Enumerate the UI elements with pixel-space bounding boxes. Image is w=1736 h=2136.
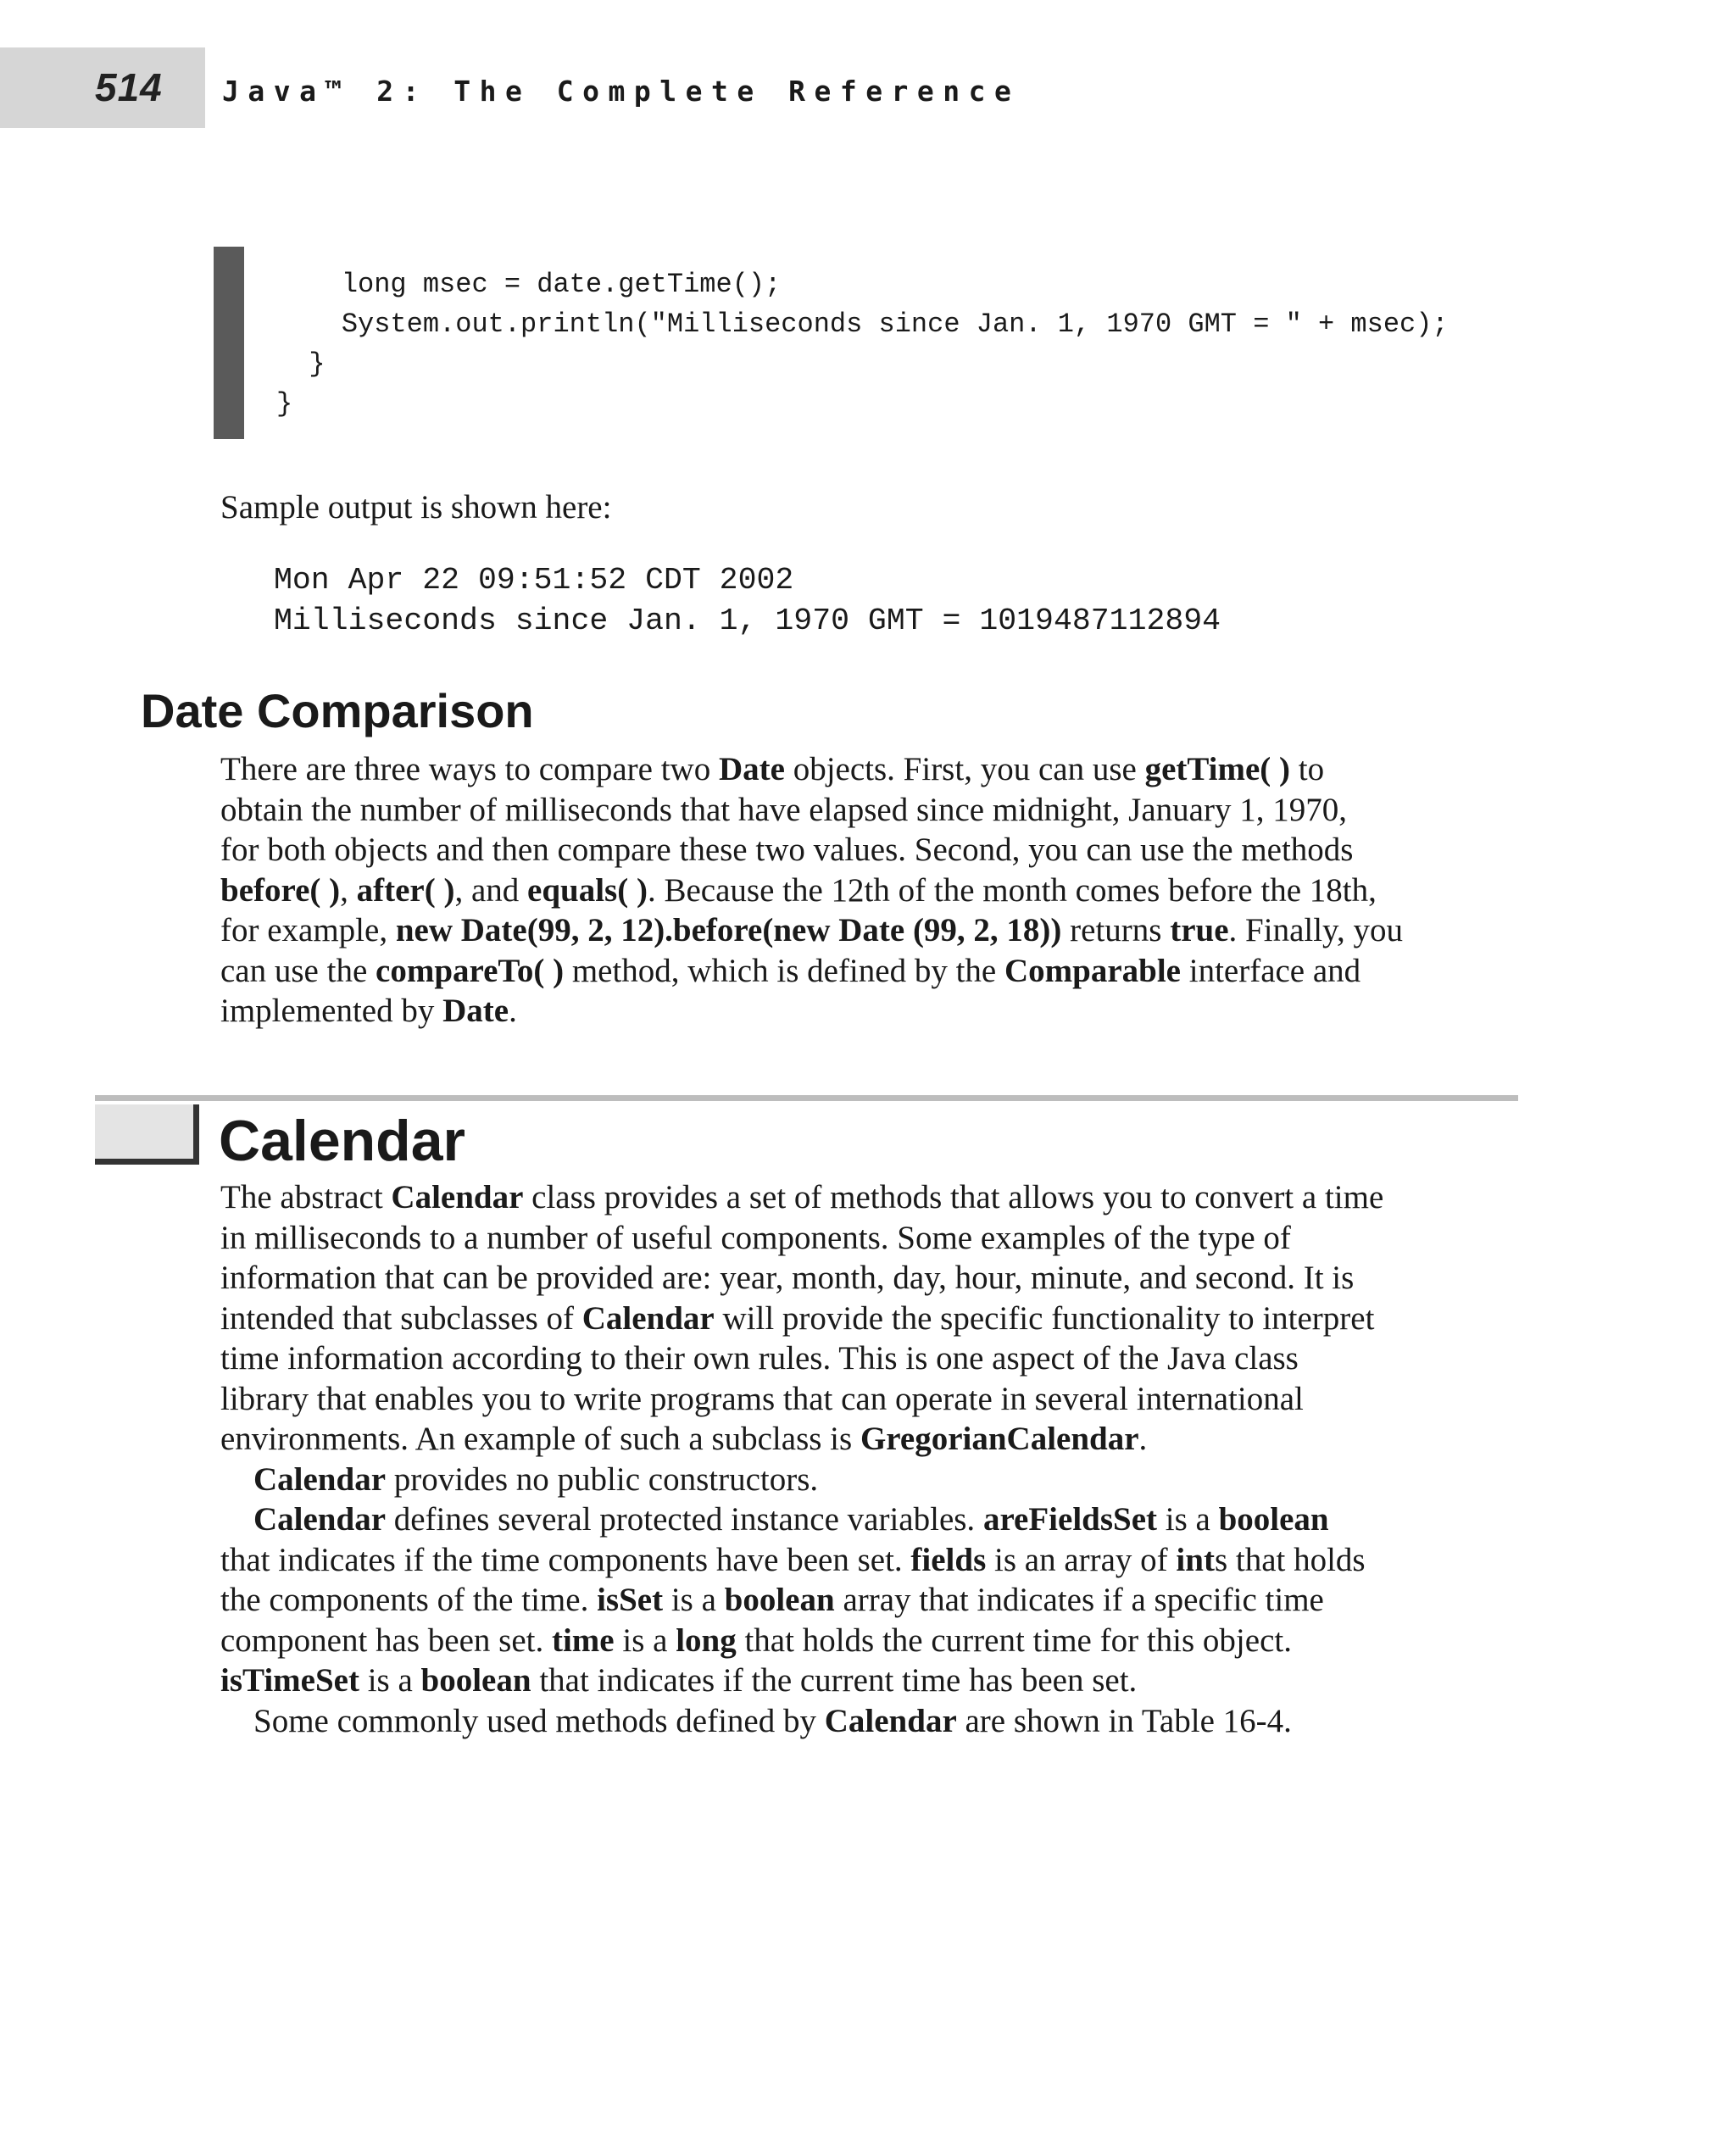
text-run: . Because the 12th of the month comes before the 18th, [647,871,1377,909]
bold-term: after( ) [356,871,455,909]
bold-term: Comparable [1004,952,1181,989]
text-run: class provides a set of methods that allows you to convert a time [523,1179,1384,1215]
text-run: There are three ways to compare two [220,751,719,787]
sample-output-intro: Sample output is shown here: [220,489,612,526]
text-line [220,1540,1383,1581]
bold-term: int [1176,1541,1215,1578]
text-run: can use the [220,952,376,989]
text-run: returns [1061,912,1171,948]
code-listing-bar [214,247,244,439]
text-run: for example, [220,912,396,948]
bold-term: fields [910,1541,987,1578]
bold-term: isSet [597,1582,664,1618]
text-line [220,1499,1383,1540]
bold-term: getTime( ) [1144,751,1291,787]
text-line [220,749,1403,790]
code-listing: long msec = date.getTime(); System.out.println("Milliseconds since Jan. 1, 1970 GMT = " + msec); } } [276,269,1449,420]
bold-term: Calendar [581,1299,715,1337]
bold-term: Calendar [391,1179,524,1215]
text-run: that holds the current time for this object. [736,1621,1292,1659]
text-run: is a [359,1662,421,1699]
text-run: that indicates if the current time has been set. [531,1662,1138,1699]
text-run: are shown in Table 16-4. [956,1702,1292,1739]
bold-term: Calendar [253,1460,386,1498]
bold-term: Date [718,751,785,787]
text-run: component has been set. [220,1621,552,1659]
text-line [220,830,1403,871]
text-line [220,951,1403,992]
text-line [220,790,1403,831]
page-number: 514 [95,65,163,109]
text-run: . [1138,1421,1148,1457]
text-run: for both objects and then compare these two values. Second, you can use the methods [220,832,1354,868]
text-run: intended that subclasses of [220,1299,582,1337]
text-run: objects. First, you can use [784,751,1145,787]
bold-term: equals( ) [527,871,648,909]
text-line [220,991,1403,1032]
text-run: is a [1157,1501,1219,1538]
text-line [220,1701,1383,1742]
bold-term: boolean [724,1582,835,1618]
running-head: Java™ 2: The Complete Reference [222,75,1021,108]
text-run: interface and [1180,952,1361,989]
text-run: the components of the time. [220,1582,598,1618]
text-run: array that indicates if a specific time [834,1582,1324,1618]
text-line [220,1460,1383,1500]
text-run: s that holds [1214,1541,1366,1578]
text-run: in milliseconds to a number of useful components. Some examples of the type of [220,1219,1291,1256]
bold-term: before( ) [220,871,341,909]
text-run: is a [663,1582,725,1618]
text-run: . [509,993,517,1029]
bold-term: time [551,1621,615,1659]
text-run: is a [614,1621,676,1659]
bold-term: boolean [1218,1501,1329,1538]
section-rule [95,1095,1518,1101]
text-run: obtain the number of milliseconds that have elapsed since midnight, January 1, 1970, [220,791,1347,828]
text-run: , [340,871,357,909]
bold-term: Calendar [253,1501,386,1538]
text-line [220,1660,1383,1701]
text-line [220,1419,1383,1460]
text-run: Some commonly used methods defined by [220,1702,825,1739]
text-line [220,1218,1383,1259]
text-line [220,1338,1383,1379]
text-run: information that can be provided are: year, month, day, hour, minute, and second. It is [220,1260,1355,1296]
text-run: method, which is defined by the [564,952,1004,989]
text-run: is an array of [986,1541,1177,1578]
sample-output: Mon Apr 22 09:51:52 CDT 2002 Milliseconds since Jan. 1, 1970 GMT = 1019487112894 [274,563,1221,638]
date-comparison-body [220,749,1403,1032]
text-run: provides no public constructors. [386,1460,819,1498]
text-line [220,1580,1383,1621]
text-run: The abstract [220,1179,392,1215]
text-run: to [1290,751,1325,787]
text-run: that indicates if the time components have been set. [220,1541,911,1578]
text-run: time information according to their own rules. This is one aspect of the Java class [220,1340,1299,1377]
calendar-heading: Calendar [219,1109,465,1173]
text-run [220,1461,253,1498]
calendar-body [220,1177,1383,1741]
text-line [220,1258,1383,1299]
text-line [220,1379,1383,1420]
text-line [220,910,1403,951]
section-marker [95,1104,199,1165]
text-run [220,1501,253,1538]
bold-term: GregorianCalendar [860,1421,1139,1457]
text-line [220,1177,1383,1218]
bold-term: isTimeSet [220,1662,359,1699]
date-comparison-heading: Date Comparison [141,684,534,737]
text-run: implemented by [220,993,443,1029]
text-run: . Finally, you [1228,912,1404,948]
text-line [220,871,1403,911]
text-line [220,1299,1383,1339]
bold-term: long [676,1621,737,1659]
text-line [220,1621,1383,1661]
bold-term: compareTo( ) [376,952,565,989]
bold-term: areFieldsSet [982,1501,1158,1538]
text-run: defines several protected instance variables. [386,1501,983,1538]
bold-term: boolean [420,1662,531,1699]
bold-term: true [1170,912,1229,948]
bold-term: Date [442,993,509,1029]
text-run: will provide the specific functionality to interpret [714,1299,1375,1337]
text-run: library that enables you to write programs that can operate in several international [220,1380,1304,1417]
text-run: , and [454,871,528,909]
bold-term: new Date(99, 2, 12).before(new Date (99, 2, 18)) [395,912,1062,948]
bold-term: Calendar [824,1702,957,1739]
text-run: environments. An example of such a subclass is [220,1421,860,1457]
